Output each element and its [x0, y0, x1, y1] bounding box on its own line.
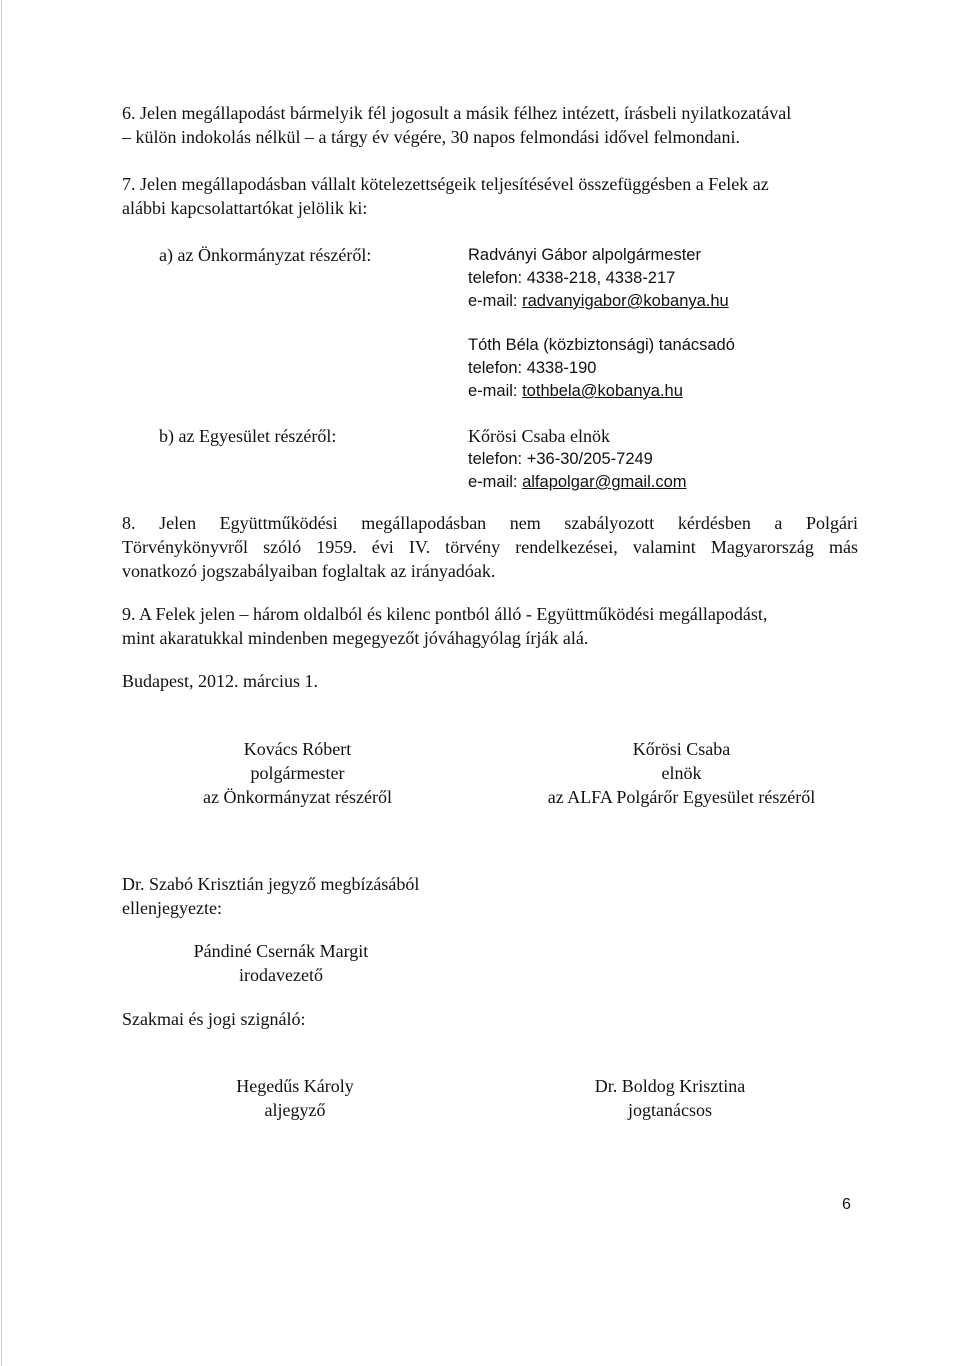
- contact-radvanyi-email-link[interactable]: radvanyigabor@kobanya.hu: [522, 292, 729, 310]
- contact-korosi-email-link[interactable]: alfapolgar@gmail.com: [522, 473, 687, 491]
- clause-8-line-2: Törvénykönyvről szóló 1959. évi IV. törvény rendelkezései, valamint Magyarország más: [122, 537, 858, 557]
- countersign-line-2: ellenjegyezte:: [122, 898, 222, 918]
- email-prefix: e-mail:: [468, 473, 523, 491]
- countersign-title: irodavezető: [239, 965, 323, 985]
- association-label: b) az Egyesület részéről:: [159, 426, 337, 446]
- place-date: Budapest, 2012. március 1.: [122, 671, 318, 691]
- page-number: 6: [842, 1196, 851, 1213]
- review-label: Szakmai és jogi szignáló:: [122, 1009, 306, 1029]
- review-left-name: Hegedűs Károly: [236, 1076, 354, 1096]
- clause-8-line-2-justified: [122, 535, 858, 559]
- clause-8-line-1-justified: [122, 511, 858, 535]
- contact-korosi-email-line: [468, 470, 687, 494]
- signature-left-org: az Önkormányzat részéről: [203, 787, 392, 807]
- signature-right-name: Kőrösi Csaba: [632, 739, 731, 759]
- countersign-name: Pándiné Csernák Margit: [193, 941, 369, 961]
- contact-toth-email-line: [468, 379, 683, 403]
- review-left-title: aljegyző: [264, 1100, 326, 1120]
- contact-korosi-name: Kőrösi Csaba elnök: [468, 426, 610, 446]
- signature-right-title: elnök: [661, 763, 702, 783]
- clause-7-line-1: 7. Jelen megállapodásban vállalt kötelezettségeik teljesítésével összefüggésben a Felek az: [122, 174, 769, 194]
- contact-korosi-phone: telefon: +36-30/205-7249: [468, 450, 653, 468]
- signature-right-org: az ALFA Polgárőr Egyesület részéről: [547, 787, 816, 807]
- review-right-title: jogtanácsos: [628, 1100, 712, 1120]
- contact-toth-phone: telefon: 4338-190: [468, 359, 597, 377]
- clause-6-line-1: 6. Jelen megállapodást bármelyik fél jogosult a másik félhez intézett, írásbeli nyilatkozatával: [122, 103, 792, 123]
- signature-left-title: polgármester: [250, 763, 345, 783]
- clause-8-line-1: 8. Jelen Együttműködési megállapodásban nem szabályozott kérdésben a Polgári: [122, 513, 858, 533]
- review-right-name: Dr. Boldog Krisztina: [594, 1076, 746, 1096]
- signature-left-name: Kovács Róbert: [243, 739, 352, 759]
- countersign-line-1: Dr. Szabó Krisztián jegyző megbízásából: [122, 874, 420, 894]
- clause-7-line-2: alábbi kapcsolattartókat jelölik ki:: [122, 198, 368, 218]
- page-edge-line: [1, 0, 2, 1366]
- clause-9-line-2: mint akaratukkal mindenben megegyezőt jóváhagyólag írják alá.: [122, 628, 589, 648]
- contact-radvanyi-phone: telefon: 4338-218, 4338-217: [468, 269, 676, 287]
- contact-toth-name: Tóth Béla (közbiztonsági) tanácsadó: [468, 336, 735, 354]
- contact-radvanyi-email-line: [468, 289, 729, 313]
- contact-toth-email-link[interactable]: tothbela@kobanya.hu: [522, 382, 683, 400]
- clause-9-line-1: 9. A Felek jelen – három oldalból és kilenc pontból álló - Együttműködési megállapodást,: [122, 604, 768, 624]
- municipality-label: a) az Önkormányzat részéről:: [159, 245, 372, 265]
- contact-radvanyi-name: Radványi Gábor alpolgármester: [468, 246, 701, 264]
- clause-8-line-3: vonatkozó jogszabályaiban foglaltak az irányadóak.: [122, 561, 496, 581]
- email-prefix: e-mail:: [468, 292, 523, 310]
- email-prefix: e-mail:: [468, 382, 523, 400]
- clause-6-line-2: – külön indokolás nélkül – a tárgy év végére, 30 napos felmondási idővel felmondani.: [122, 127, 741, 147]
